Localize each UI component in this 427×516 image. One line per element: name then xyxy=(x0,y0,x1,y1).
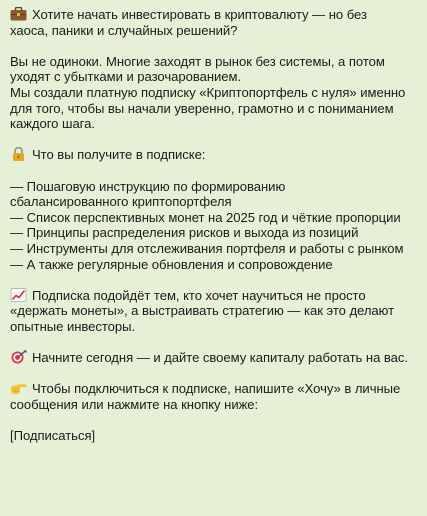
benefit-item: — Пошаговую инструкцию по формированию xyxy=(10,178,286,194)
subscribe-text: [Подписаться] xyxy=(10,428,96,444)
benefit-item: сбалансированного криптопортфеля xyxy=(10,194,232,210)
problem-line-5: каждого шага. xyxy=(10,116,95,132)
intro-line-2: хаоса, паники и случайных решений? xyxy=(10,22,238,38)
benefits-heading: Что вы получите в подписке: xyxy=(32,147,206,163)
benefit-item: — А также регулярные обновления и сопровождение xyxy=(10,256,333,272)
spacer xyxy=(10,412,417,428)
chart-increasing-icon xyxy=(10,288,27,302)
problem-line-1: Вы не одиноки. Многие заходят в рынок без системы, а потом xyxy=(10,53,385,69)
benefits-heading-line xyxy=(10,147,417,163)
cta-start-text: Начните сегодня — и дайте своему капиталу работать на вас. xyxy=(32,350,408,366)
cta-contact-line-1 xyxy=(10,381,417,397)
pointing-hand-icon xyxy=(10,381,27,395)
benefit-item: — Принципы распределения рисков и выхода из позиций xyxy=(10,225,359,241)
problem-line-3: Мы создали платную подписку «Криптопортфель с нуля» именно xyxy=(10,84,406,100)
audience-text-1: Подписка подойдёт тем, кто хочет научиться не просто xyxy=(32,287,366,303)
cta-contact-text-1: Чтобы подключиться к подписке, напишите «Хочу» в личные xyxy=(32,381,401,397)
spacer xyxy=(10,272,417,288)
spacer xyxy=(10,334,417,350)
spacer xyxy=(10,163,417,179)
cta-start-line xyxy=(10,350,417,366)
cta-contact-line-2: сообщения или нажмите на кнопку ниже: xyxy=(10,396,259,412)
audience-line-1 xyxy=(10,288,417,304)
intro-text-1: Хотите начать инвестировать в криптовалюту — но без xyxy=(32,7,367,22)
briefcase-icon xyxy=(10,7,27,21)
spacer xyxy=(10,38,417,54)
lock-icon xyxy=(10,147,27,161)
intro-line-1 xyxy=(10,7,417,23)
audience-line-2: «держать монеты», а выстраивать стратегию — как это делают xyxy=(10,303,395,319)
audience-line-3: опытные инвесторы. xyxy=(10,318,136,334)
problem-line-4: для того, чтобы вы начали уверенно, грамотно и с пониманием xyxy=(10,100,394,116)
spacer xyxy=(10,132,417,148)
problem-line-2: уходят с убытками и разочарованием. xyxy=(10,69,242,85)
benefit-item: — Инструменты для отслеживания портфеля и работы с рынком xyxy=(10,240,404,256)
target-icon xyxy=(10,350,27,364)
benefit-item: — Список перспективных монет на 2025 год и чёткие пропорции xyxy=(10,209,401,225)
spacer xyxy=(10,366,417,382)
